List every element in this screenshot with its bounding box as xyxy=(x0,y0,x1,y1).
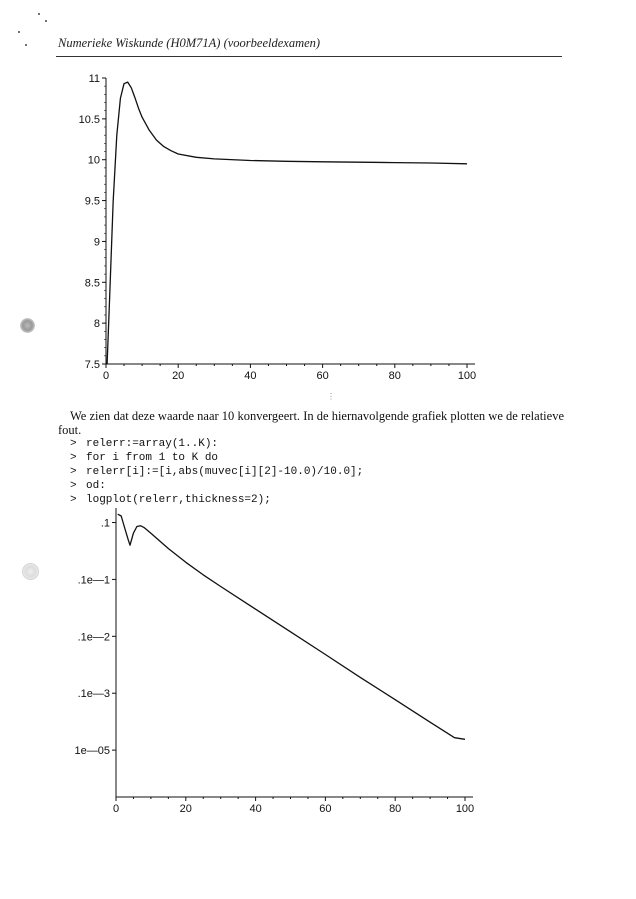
y-tick-label: 10 xyxy=(87,154,100,167)
x-tick-label: 40 xyxy=(249,803,262,815)
x-tick-label: 40 xyxy=(244,370,257,382)
x-tick-label: 0 xyxy=(112,803,120,815)
x-tick-label: 0 xyxy=(102,370,110,382)
y-tick-label: 8.5 xyxy=(84,277,100,290)
y-tick-label: 8 xyxy=(93,318,100,331)
x-tick-label: 20 xyxy=(172,370,185,382)
y-tick-label: 7.5 xyxy=(84,359,100,371)
code-text: for i from 1 to K do xyxy=(86,452,219,464)
code-text: logplot(relerr,thickness=2); xyxy=(86,494,271,506)
y-tick-label: .1 xyxy=(100,517,110,530)
y-tick-label: 10.5 xyxy=(78,113,100,126)
code-text: relerr:=array(1..K): xyxy=(86,438,219,450)
scan-mark: ⋮ xyxy=(327,392,335,401)
y-tick-label: 9.5 xyxy=(84,195,100,208)
y-tick-label: 9 xyxy=(93,236,100,249)
y-tick-label: .1e—1 xyxy=(77,574,110,587)
paragraph-text: We zien dat deze waarde naar 10 konvergeert. In de hiernavolgende grafiek plotten we de relatieve fout. xyxy=(58,409,564,437)
x-tick-label: 100 xyxy=(457,370,477,382)
x-tick-label: 60 xyxy=(319,803,332,815)
prompt-symbol: > xyxy=(70,438,77,450)
prompt-symbol: > xyxy=(70,480,77,492)
page-header: Numerieke Wiskunde (H0M71A) (voorbeeldexamen) xyxy=(58,36,321,50)
y-tick-label: .1e—2 xyxy=(77,631,110,644)
x-tick-label: 60 xyxy=(316,370,329,382)
x-tick-label: 20 xyxy=(179,803,192,815)
x-tick-label: 100 xyxy=(455,803,475,815)
y-tick-label: 11 xyxy=(88,73,100,85)
code-text: od: xyxy=(86,480,106,492)
prompt-symbol: > xyxy=(70,466,77,478)
x-tick-label: 80 xyxy=(388,370,401,382)
code-text: relerr[i]:=[i,abs(muvec[i][2]-10.0)/10.0]; xyxy=(86,466,364,478)
y-tick-label: .1e—3 xyxy=(77,688,110,701)
x-tick-label: 80 xyxy=(389,803,402,815)
prompt-symbol: > xyxy=(70,494,77,506)
prompt-symbol: > xyxy=(70,452,77,464)
series-line xyxy=(118,514,465,739)
y-tick-label: 1e—05 xyxy=(74,745,110,758)
